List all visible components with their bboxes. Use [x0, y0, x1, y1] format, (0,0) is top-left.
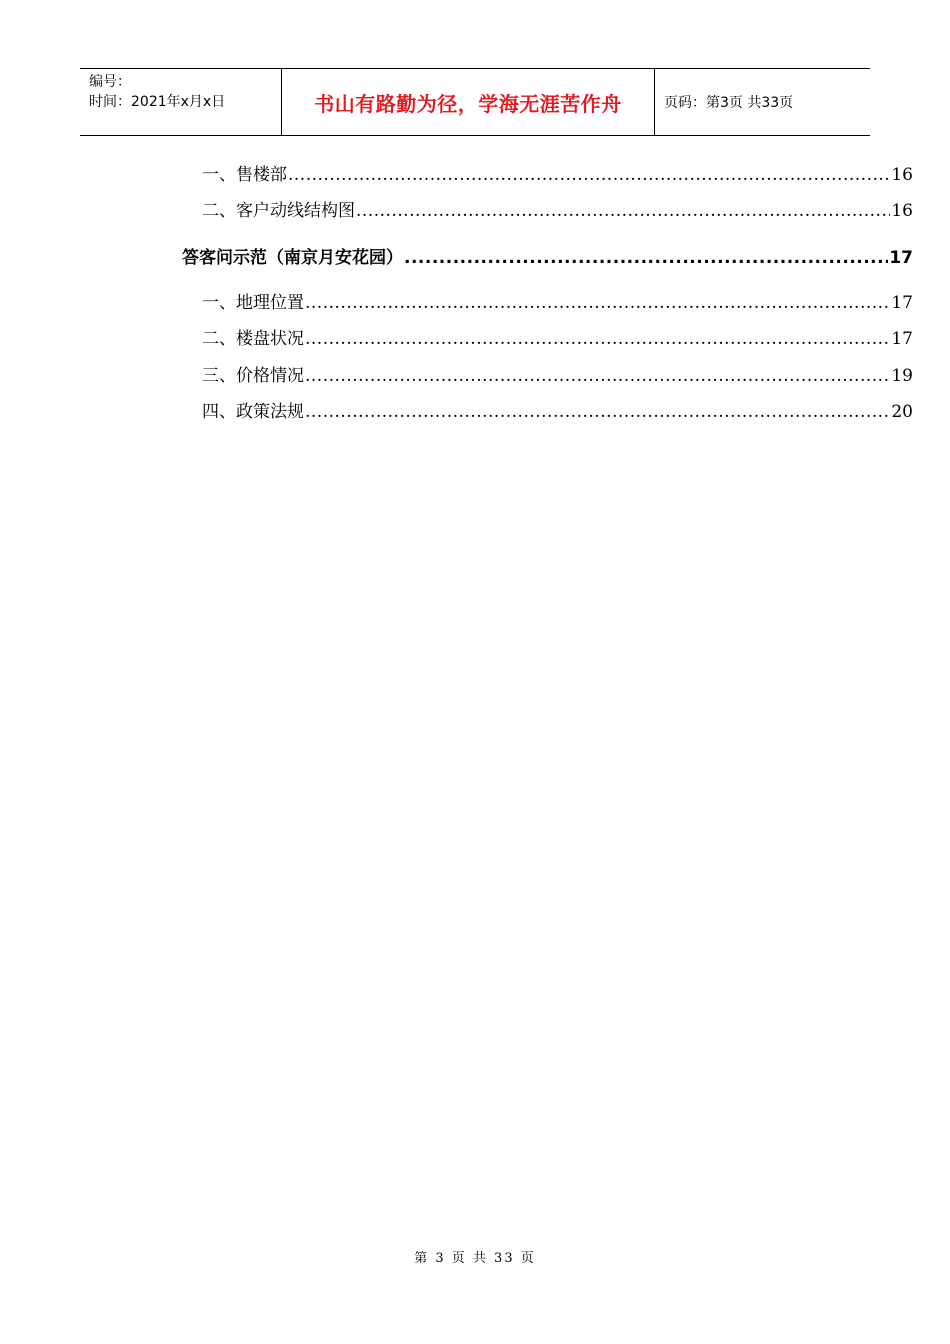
toc-entry-page: 16: [891, 165, 913, 185]
toc-entry-page: 19: [891, 366, 913, 386]
toc-entry-page: 20: [891, 402, 913, 422]
toc-entry-title: 一、地理位置: [202, 293, 304, 313]
toc-leader-dots: [356, 201, 890, 221]
toc-entry-title: 四、政策法规: [202, 402, 304, 422]
toc-entry[interactable]: [202, 397, 913, 422]
toc-entry[interactable]: [202, 160, 913, 185]
header-motto: 书山有路勤为径，学海无涯苦作舟: [281, 69, 655, 135]
header-meta: [80, 69, 281, 135]
toc-entry-title: 三、价格情况: [202, 366, 304, 386]
document-number-label: 编号：: [89, 74, 131, 90]
toc-entry[interactable]: [202, 196, 913, 221]
page-footer: 第 3 页 共 33 页: [414, 1251, 536, 1266]
toc-entry-title: 二、客户动线结构图: [202, 201, 355, 221]
toc-entry-title: 答客问示范（南京月安花园）: [182, 248, 403, 268]
page-header: [80, 68, 870, 136]
toc-section-entry[interactable]: [182, 243, 913, 268]
toc-leader-dots: [288, 165, 890, 185]
toc-entry-page: 16: [891, 201, 913, 221]
toc-entry-title: 二、楼盘状况: [202, 329, 304, 349]
toc-entry-page: 17: [891, 329, 913, 349]
toc-leader-dots: [305, 402, 890, 422]
toc-leader-dots: [305, 329, 890, 349]
toc-leader-dots: [305, 366, 890, 386]
header-page-info: 页码：第3页 共33页: [664, 95, 794, 111]
document-time-label: 时间：2021年x月x日: [89, 94, 226, 110]
toc-entry-title: 一、售楼部: [202, 165, 287, 185]
toc-entry[interactable]: [202, 288, 913, 313]
toc-entry-page: 17: [889, 248, 913, 268]
toc-leader-dots: [305, 293, 890, 313]
toc-leader-dots: [404, 248, 888, 268]
toc-entry[interactable]: [202, 324, 913, 349]
toc-entry[interactable]: [202, 361, 913, 386]
toc-entry-page: 17: [891, 293, 913, 313]
